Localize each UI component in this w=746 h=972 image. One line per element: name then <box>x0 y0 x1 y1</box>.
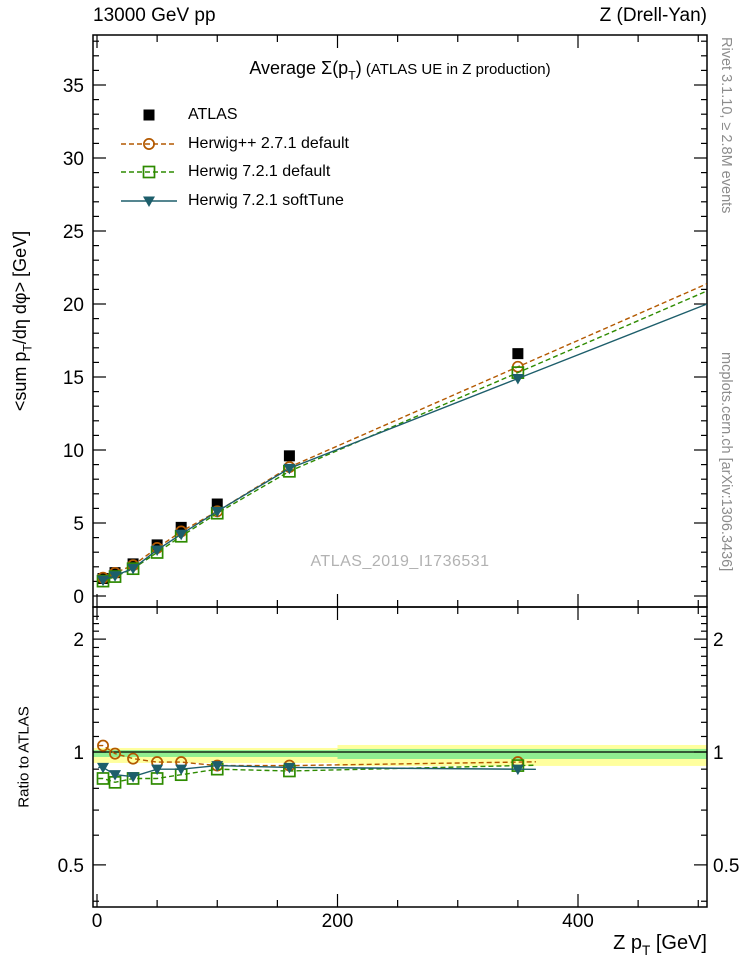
legend-item <box>120 187 349 216</box>
tick-label: 15 <box>62 368 84 389</box>
series-line <box>103 291 707 581</box>
series-herwig-7-2-1-softtune <box>97 304 707 782</box>
process-label: Z (Drell-Yan) <box>599 5 707 26</box>
mcplots-arxiv-note: mcplots.cern.ch [arXiv:1306.3436] <box>718 352 734 572</box>
series-herwig-2-7-1-default <box>98 284 707 771</box>
tick-label: 0.5 <box>57 855 84 877</box>
ratio-axis-label: Ratio to ATLAS <box>15 706 33 808</box>
tick-label: 0.5 <box>713 855 740 877</box>
tick-label: 1 <box>713 743 724 764</box>
series-herwig-7-2-1-default <box>98 291 707 788</box>
tick-label: 25 <box>62 222 84 243</box>
rivet-version-note: Rivet 3.1.10, ≥ 2.8M events <box>718 37 734 214</box>
legend-item <box>120 130 349 159</box>
legend-label: Herwig 7.2.1 softTune <box>188 192 344 210</box>
marker-square-filled <box>512 348 523 359</box>
legend-marker <box>120 134 178 154</box>
plot-title-paren: (ATLAS UE in Z production) <box>361 61 551 78</box>
y-axis-label: <sum $p_T/d\eta$ dφ> [GeV] <box>9 230 35 412</box>
tick-label: 20 <box>62 295 84 316</box>
legend-item <box>120 101 349 130</box>
legend-label: Herwig++ 2.7.1 default <box>188 134 349 152</box>
tick-label: 35 <box>62 76 84 97</box>
tick-label: 1 <box>73 743 84 764</box>
legend-marker <box>120 105 178 125</box>
tick-label: 5 <box>73 514 84 535</box>
tick-label: 10 <box>62 441 84 462</box>
tick-label: 0 <box>91 911 103 932</box>
marker-square-filled <box>144 110 155 121</box>
series-line <box>103 304 707 580</box>
legend-marker <box>120 191 178 211</box>
tick-label: 2 <box>73 630 84 652</box>
legend-label: Herwig 7.2.1 default <box>188 163 331 181</box>
legend <box>120 101 349 215</box>
marker-triangle-down <box>127 772 139 783</box>
plot-title <box>93 58 707 83</box>
legend-label: ATLAS <box>188 106 238 124</box>
beam-label: 13000 GeV pp <box>93 5 216 26</box>
series-line <box>98 766 536 777</box>
marker-square-filled <box>284 450 295 461</box>
marker-triangle-down <box>512 374 524 385</box>
tick-label: 30 <box>62 149 84 170</box>
marker-triangle-down <box>143 197 155 208</box>
tick-label: 0 <box>73 587 84 608</box>
series-line <box>103 284 707 578</box>
legend-item <box>120 158 349 187</box>
x-axis-label: Z $p_T$ [GeV] <box>613 932 707 959</box>
tick-label: 2 <box>713 630 724 652</box>
tick-label: 400 <box>562 911 594 932</box>
tick-label: 200 <box>321 911 354 932</box>
marker-triangle-down <box>97 763 109 774</box>
analysis-id-watermark: ATLAS_2019_I1736531 <box>310 553 490 570</box>
legend-marker <box>120 162 178 182</box>
plot-title-main: Average $\Sigma(p_T)$ <box>249 58 362 83</box>
band-inner <box>338 749 707 759</box>
